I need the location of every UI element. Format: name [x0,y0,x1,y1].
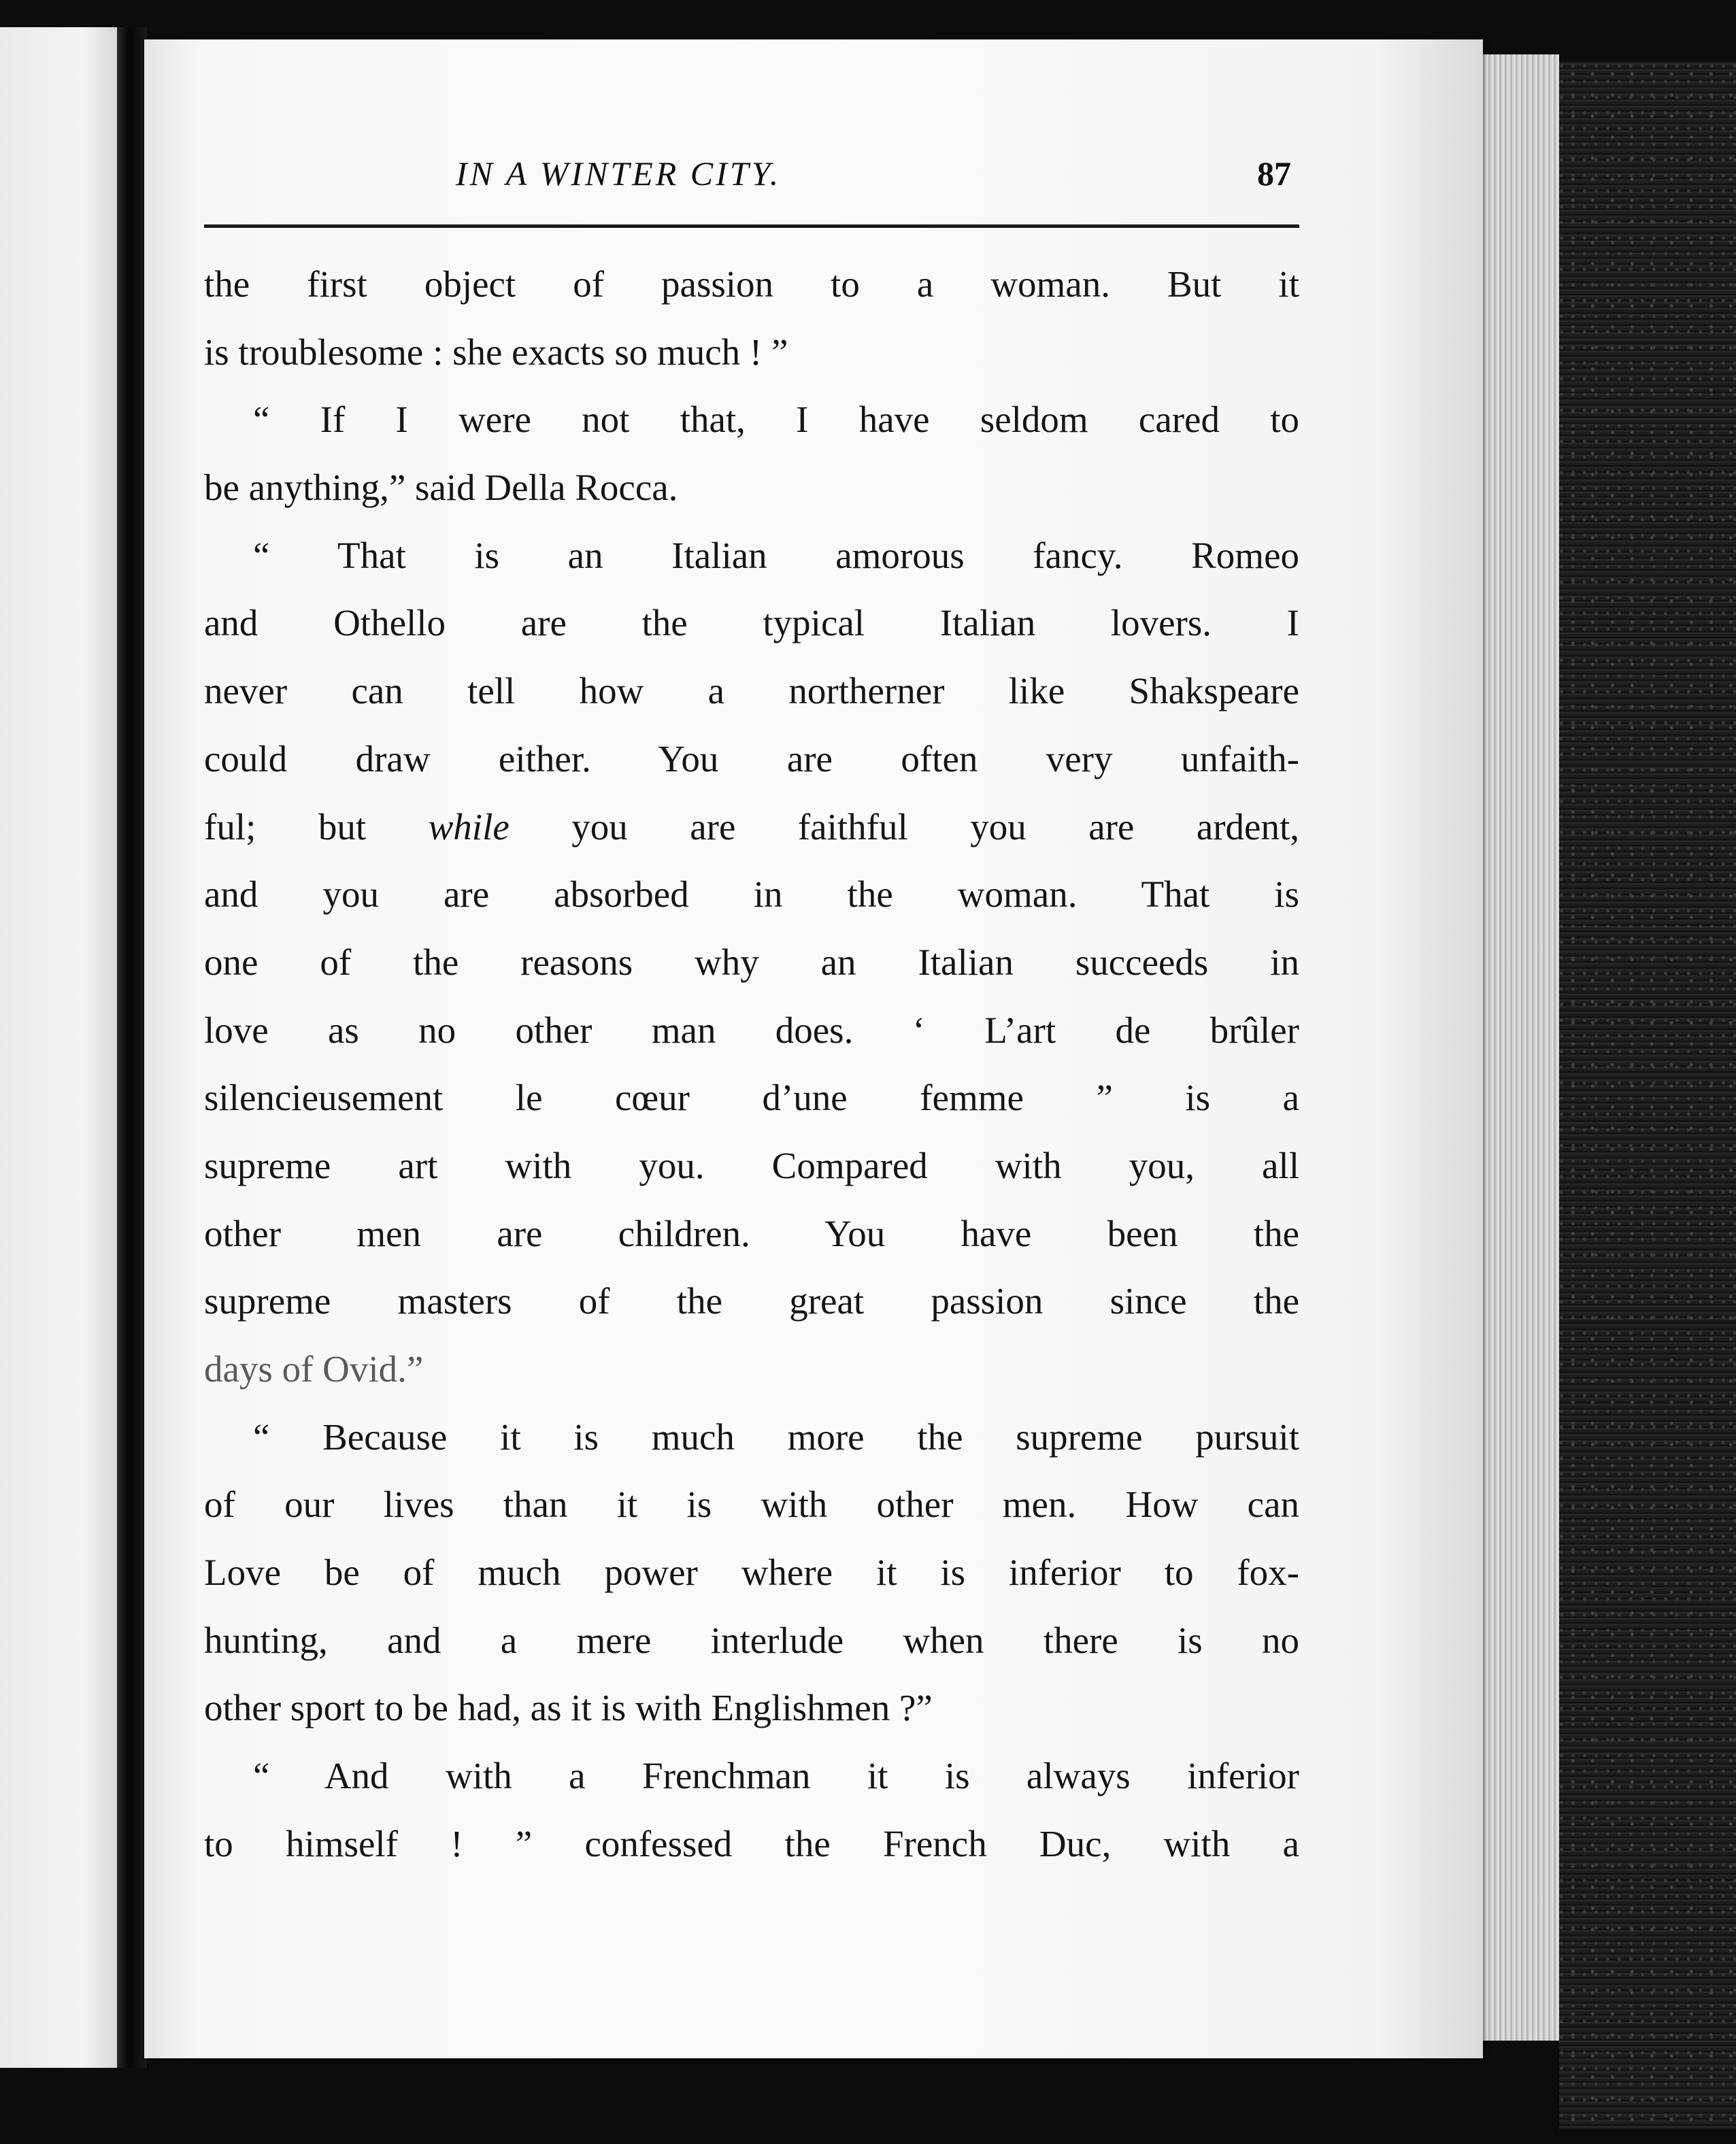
running-head [204,154,1299,195]
book-cover-edge [1559,61,1736,2129]
text-line: supreme masters of the great passion since the [204,1280,1299,1322]
body-text [204,257,1299,1885]
text-line: other men are children. You have been the [204,1212,1299,1254]
text-line [204,800,1299,868]
text-line: “ Because it is much more the supreme pursuit [253,1416,1299,1458]
facing-page-edge [0,27,117,2068]
text-line: Love be of much power where it is inferior to fox- [204,1552,1299,1594]
text-line: “ That is an Italian amorous fancy. Romeo [253,534,1299,576]
text-line: one of the reasons why an Italian succeeds in [204,941,1299,983]
book-gutter [117,27,147,2068]
header-rule [204,224,1299,228]
text-line: to himself ! ” confessed the French Duc, with a [204,1822,1299,1864]
text-line: never can tell how a northerner like Shakspeare [204,670,1299,712]
page-number: 87 [1257,154,1291,192]
text-line: is troublesome : she exacts so much ! ” [204,331,788,373]
text-line: be anything,” said Della Rocca. [204,467,678,509]
text-line: and you are absorbed in the woman. That is [204,873,1299,916]
italic-word: while [428,805,510,848]
text-line: “ And with a Frenchman it is always inferior [253,1755,1299,1797]
text-line: of our lives than it is with other men. How can [204,1484,1299,1526]
text-line: the first object of passion to a woman. But it [204,263,1299,305]
text-line: hunting, and a mere interlude when there is no [204,1619,1299,1661]
running-title: IN A WINTER CITY. [456,154,782,192]
text-line: silencieusement le cœur d’une femme ” is a [204,1077,1299,1119]
text-line: could draw either. You are often very unfaith- [204,737,1299,780]
text-line: other sport to be had, as it is with Englishmen ?” [204,1687,933,1729]
text-line: love as no other man does. ‘ L’art de brûler [204,1009,1299,1051]
text-line: and Othello are the typical Italian lovers. I [204,602,1299,644]
text-line: “ If I were not that, I have seldom cared to [253,399,1299,441]
text-segment: ful; but [204,805,429,848]
text-line: days of Ovid.” [204,1348,424,1390]
text-segment: you are faithful you are ardent, [509,805,1299,848]
text-line: supreme art with you. Compared with you, all [204,1144,1299,1186]
